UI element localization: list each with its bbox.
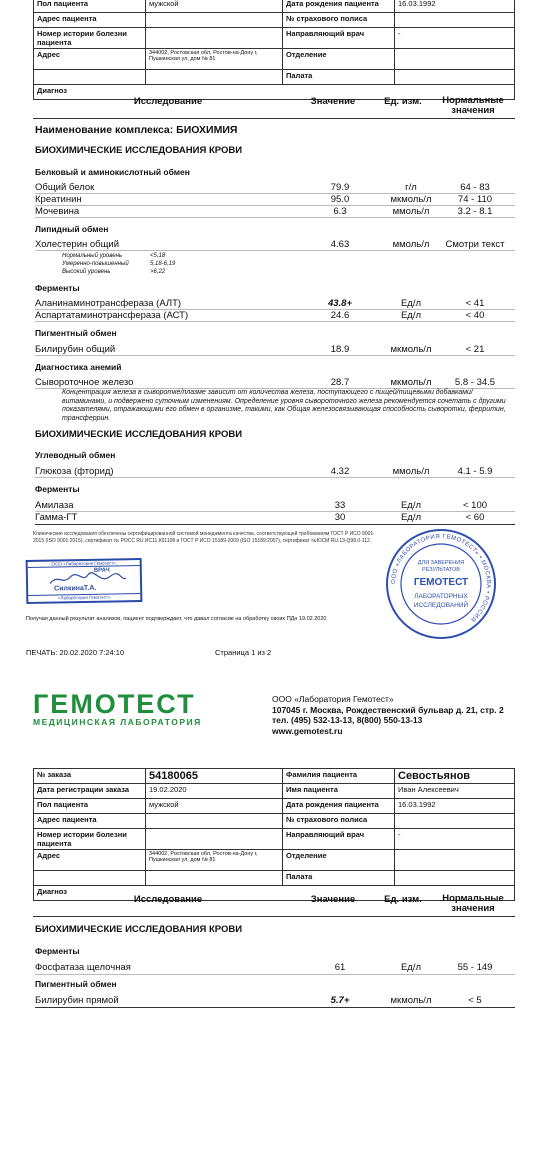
- patient-address-label: Адрес пациента: [34, 13, 146, 28]
- patient-address-label: Адрес пациента: [34, 814, 146, 829]
- test-norm: Смотри текст: [445, 239, 505, 250]
- doctor-value: -: [395, 829, 515, 850]
- test-unit: мкмоль/л: [390, 995, 432, 1006]
- result-row: [35, 995, 515, 1007]
- test-name: Амилаза: [35, 500, 74, 511]
- patient-info-table-p1: [33, 0, 515, 100]
- test-unit: г/л: [405, 182, 417, 193]
- test-unit: ммоль/л: [392, 466, 430, 477]
- doctor-stamp-bottom: «Лаборатория Гемотест»: [28, 593, 140, 601]
- chol-level-value: 5,18-6,19: [150, 261, 176, 267]
- test-value: 79.9: [330, 182, 350, 193]
- test-value: 18.9: [330, 344, 350, 355]
- consent-text: Получая данный результат анализов, пациент подтверждает, что давал согласие на обработку своих ПДн 19.02.2020: [26, 616, 327, 622]
- test-unit: Ед/л: [400, 962, 422, 973]
- round-stamp-line1: ДЛЯ ЗАВЕРЕНИЯ: [417, 560, 465, 566]
- test-unit: мкмоль/л: [390, 344, 432, 355]
- address-label: Адрес: [34, 850, 146, 871]
- chol-level-label: Умеренно-повышенный: [62, 261, 129, 267]
- test-norm: 4.1 - 5.9: [457, 466, 493, 477]
- group-enzymes: Ферменты: [35, 283, 80, 293]
- diagnosis-label: Диагноз: [34, 886, 515, 901]
- round-stamp: [385, 528, 497, 640]
- certification-text: Клинические исследования обеспечены сертифицированной системой менеджмента качества, соответствующей требованиям ГОСТ Р ИСО 9001-2015 (ISO 9001:2015), сертификат № РОСС RU.ИС11.К01108 и ГОСТ Р ИСО 15189-2009 (ISO 15189:2007), сертификат №ЮСМ RU.13-Q98.0-112.: [33, 531, 375, 544]
- sex-value: мужской: [146, 799, 283, 814]
- test-unit: ммоль/л: [392, 239, 430, 250]
- test-name: Аспартатаминотрансфераза (АСТ): [35, 310, 189, 321]
- sex-label: Пол пациента: [34, 0, 146, 13]
- test-unit: мкмоль/л: [390, 194, 432, 205]
- test-norm: < 60: [465, 512, 485, 523]
- col-test: Исследование: [133, 894, 203, 905]
- print-date: ПЕЧАТЬ: 20.02.2020 7:24:10: [26, 648, 125, 657]
- test-norm: 3.2 - 8.1: [457, 206, 493, 217]
- group-lipid: Липидный обмен: [35, 224, 109, 234]
- col-norm: Нормальные значения: [442, 893, 504, 914]
- department-label: Отделение: [283, 850, 395, 871]
- iron-note: Концентрация железа в сыворотке/плазме зависит от количества железа, поступающего с пищей/пищевыми добавками/витаминами, и подвержено суточным изменениям. Определение уровня сывороточного железа рекомендуется сочетать с другими показателями, отражающими его обмен в организме, такими, как Общая железосвязывающая способность сыворотки, ферритин, трансферрин.: [62, 389, 506, 422]
- patient-info-table-p2: [33, 768, 515, 901]
- surname-label: Фамилия пациента: [283, 769, 395, 784]
- lab-info-line1: ООО «Лаборатория Гемотест»: [272, 694, 394, 704]
- reg-date-value: 19.02.2020: [146, 784, 283, 799]
- chol-level-label: Высокий уровень: [62, 269, 111, 275]
- round-stamp-line2: РЕЗУЛЬТАТОВ: [422, 567, 460, 573]
- chol-level-value: <5,18: [150, 253, 166, 259]
- address-value: 344002, Ростовская обл, Ростов-на-Дону г, Пушкинская ул, дом № 81: [146, 49, 283, 70]
- test-value: 24.6: [330, 310, 350, 321]
- test-name: Креатинин: [35, 194, 82, 205]
- doctor-label: Направляющий врач: [283, 28, 395, 49]
- sex-label: Пол пациента: [34, 799, 146, 814]
- brand-logo: [33, 691, 202, 727]
- col-unit: Ед. изм.: [384, 894, 422, 905]
- doctor-value: -: [395, 28, 515, 49]
- insurance-label: № страхового полиса: [283, 13, 395, 28]
- order-value: 54180065: [146, 769, 283, 784]
- lab-info: [272, 694, 504, 736]
- page-number: Страница 1 из 2: [215, 648, 272, 657]
- ward-label: Палата: [283, 871, 395, 886]
- test-norm: 64 - 83: [460, 182, 490, 193]
- test-unit: Ед/л: [400, 512, 422, 523]
- test-name: Аланинаминотрансфераза (АЛТ): [35, 298, 182, 309]
- group-pigment-p2: Пигментный обмен: [35, 979, 117, 989]
- history-label: Номер истории болезни пациента: [34, 829, 146, 850]
- dob-label: Дата рождения пациента: [283, 799, 395, 814]
- lab-info-line2: 107045 г. Москва, Рождественский бульвар д. 21, стр. 2: [272, 704, 504, 715]
- history-label: Номер истории болезни пациента: [34, 28, 146, 49]
- address-value: 344002, Ростовская обл, Ростов-на-Дону г, Пушкинская ул, дом № 81: [146, 850, 283, 871]
- doctor-stamp: [26, 558, 143, 604]
- test-value-abnormal: 5.7+: [330, 995, 350, 1006]
- doctor-stamp-top: ООО «Лаборатория Гемотест»: [28, 560, 140, 568]
- dob-value: 16.03.1992: [395, 0, 515, 13]
- group-enzymes-2: Ферменты: [35, 484, 80, 494]
- test-name: Сывороточное железо: [35, 377, 134, 388]
- col-norm: Нормальные значения: [442, 95, 504, 116]
- round-stamp-ring: ООО «ЛАБОРАТОРИЯ ГЕМОТЕСТ» • МОСКВА • РОССИЯ: [390, 533, 492, 623]
- group-anemia: Диагностика анемий: [35, 362, 122, 372]
- group-carb: Углеводный обмен: [35, 450, 116, 460]
- test-name: Гамма-ГТ: [35, 512, 78, 523]
- test-name: Глюкоза (фторид): [35, 466, 114, 477]
- order-label: № заказа: [34, 769, 146, 784]
- test-name: Мочевина: [35, 206, 80, 217]
- test-name: Билирубин общий: [35, 344, 116, 355]
- chol-level-value: >6,22: [150, 269, 166, 275]
- ward-label: Палата: [283, 70, 395, 85]
- lab-info-line3: тел. (495) 532-13-13, 8(800) 550-13-13: [272, 715, 423, 725]
- test-value-abnormal: 43.8+: [327, 298, 353, 309]
- col-value: Значение: [310, 894, 356, 905]
- round-stamp-brand: ГЕМОТЕСТ: [413, 577, 469, 588]
- sex-value: мужской: [146, 0, 283, 13]
- test-norm: < 21: [465, 344, 485, 355]
- test-norm: < 40: [465, 310, 485, 321]
- test-value: 30: [334, 512, 346, 523]
- chol-level-label: Нормальный уровень: [62, 253, 123, 259]
- surname-value: Севостьянов: [395, 769, 515, 784]
- test-unit: Ед/л: [400, 298, 422, 309]
- bio-title-2: БИОХИМИЧЕСКИЕ ИССЛЕДОВАНИЯ КРОВИ: [35, 429, 243, 440]
- test-name: Холестерин общий: [35, 239, 120, 250]
- group-pigment: Пигментный обмен: [35, 328, 117, 338]
- group-protein: Белковый и аминокислотный обмен: [35, 167, 190, 177]
- diagnosis-label: Диагноз: [34, 85, 515, 100]
- round-stamp-line3: ЛАБОРАТОРНЫХ: [414, 593, 468, 600]
- test-norm: 5.8 - 34.5: [454, 377, 496, 388]
- bio-title-1: БИОХИМИЧЕСКИЕ ИССЛЕДОВАНИЯ КРОВИ: [35, 145, 243, 156]
- column-header-p2: [33, 890, 515, 917]
- test-unit: ммоль/л: [392, 206, 430, 217]
- test-value: 33: [334, 500, 346, 511]
- doctor-stamp-name: СилкинаТ.А.: [54, 584, 97, 593]
- col-test: Исследование: [133, 96, 203, 107]
- test-name: Билирубин прямой: [35, 995, 119, 1006]
- brand-tagline: МЕДИЦИНСКАЯ ЛАБОРАТОРИЯ: [33, 717, 202, 727]
- test-unit: мкмоль/л: [390, 377, 432, 388]
- dob-value: 16.03.1992: [395, 799, 515, 814]
- test-name: Общий белок: [35, 182, 95, 193]
- test-norm: < 100: [462, 500, 488, 511]
- first-name-value: Иван Алексеевич: [395, 784, 515, 799]
- test-value: 95.0: [330, 194, 350, 205]
- group-enzymes-p2: Ферменты: [35, 946, 80, 956]
- address-label: Адрес: [34, 49, 146, 70]
- test-value: 4.63: [330, 239, 350, 250]
- test-value: 4.32: [330, 466, 350, 477]
- test-norm: < 5: [468, 995, 482, 1006]
- test-norm: 74 - 110: [457, 194, 493, 205]
- test-unit: Ед/л: [400, 500, 422, 511]
- lab-info-line4: www.gemotest.ru: [272, 725, 343, 736]
- first-name-label: Имя пациента: [283, 784, 395, 799]
- col-value: Значение: [310, 96, 356, 107]
- test-norm: < 41: [465, 298, 485, 309]
- complex-title: Наименование комплекса: БИОХИМИЯ: [35, 124, 238, 136]
- doctor-label: Направляющий врач: [283, 829, 395, 850]
- test-unit: Ед/л: [400, 310, 422, 321]
- doctor-stamp-role: ВРАЧ: [93, 567, 110, 574]
- result-row: [35, 512, 515, 524]
- test-value: 61: [334, 962, 346, 973]
- department-label: Отделение: [283, 49, 395, 70]
- test-name: Фосфатаза щелочная: [35, 962, 131, 973]
- test-value: 6.3: [333, 206, 347, 217]
- column-header-p1: [33, 94, 515, 119]
- reg-date-label: Дата регистрации заказа: [34, 784, 146, 799]
- result-row: [35, 962, 515, 974]
- test-norm: 55 - 149: [457, 962, 493, 973]
- round-stamp-line4: ИССЛЕДОВАНИЙ: [413, 602, 469, 609]
- col-unit: Ед. изм.: [384, 96, 422, 107]
- bio-title-3: БИОХИМИЧЕСКИЕ ИССЛЕДОВАНИЯ КРОВИ: [35, 924, 243, 935]
- test-value: 28.7: [330, 377, 350, 388]
- dob-label: Дата рождения пациента: [283, 0, 395, 13]
- insurance-label: № страхового полиса: [283, 814, 395, 829]
- brand-name: ГЕМОТЕСТ: [33, 689, 196, 719]
